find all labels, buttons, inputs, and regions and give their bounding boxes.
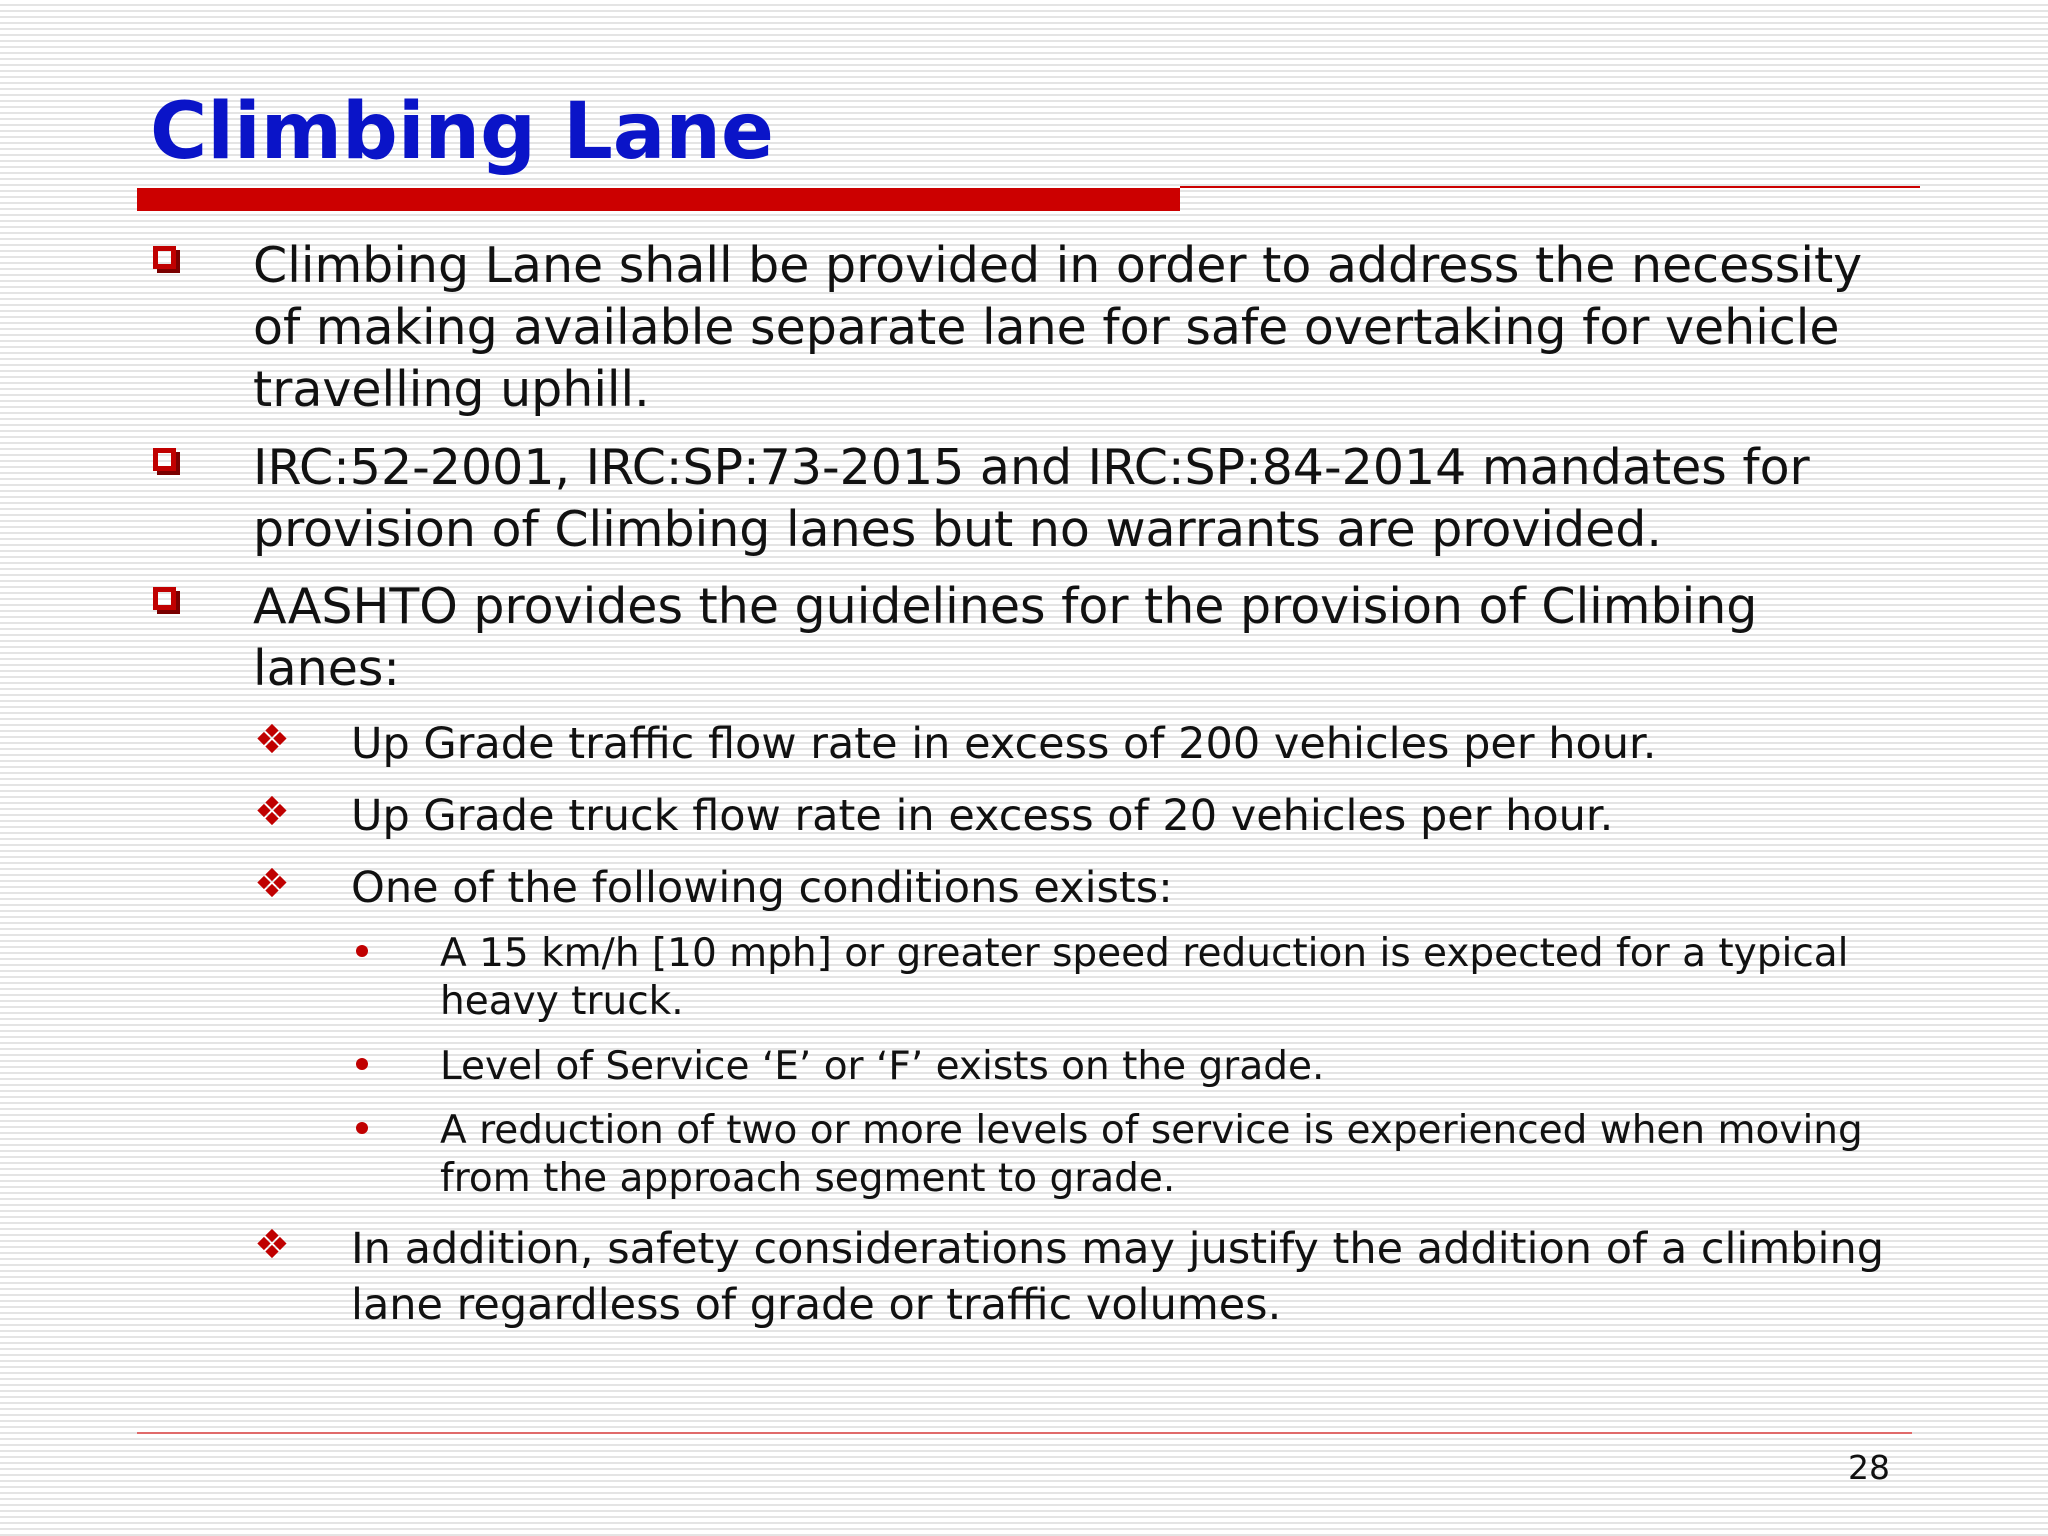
diamond-bullet-icon: ❖ [254,717,290,763]
sub-bullet-text: One of the following conditions exists: [351,863,1173,913]
title-underline-rule [1180,186,1920,188]
condition-text: A 15 km/h [10 mph] or greater speed reduction is expected for a typical heavy truck. [440,931,1849,1024]
bullet-text: Climbing Lane shall be provided in order to address the necessity of making available separate lane for safe overtaking for vehicle travelling uphill. [253,237,1863,418]
dot-bullet-icon [356,945,368,957]
diamond-bullet-icon: ❖ [254,1222,290,1268]
dot-bullet-icon [356,1058,368,1070]
sub-bullet-text: In addition, safety considerations may justify the addition of a climbing lane regardless of grade or traffic volumes. [351,1224,1885,1330]
checkbox-bullet-icon [153,587,176,610]
dot-bullet-icon [356,1122,368,1134]
sub-bullet-text: Up Grade traffic flow rate in excess of 200 vehicles per hour. [351,719,1657,769]
diamond-bullet-icon: ❖ [254,861,290,907]
page-number: 28 [1848,1448,1890,1487]
footer-rule [137,1432,1912,1434]
condition-text: A reduction of two or more levels of service is experienced when moving from the approach segment to grade. [440,1108,1863,1201]
condition-text: Level of Service ‘E’ or ‘F’ exists on the grade. [440,1044,1325,1089]
sub-bullet-text: Up Grade truck flow rate in excess of 20 vehicles per hour. [351,791,1614,841]
checkbox-bullet-icon [153,448,176,471]
bullet-text: IRC:52-2001, IRC:SP:73-2015 and IRC:SP:84-2014 mandates for provision of Climbing lanes but no warrants are provided. [253,439,1810,558]
bullet-text: AASHTO provides the guidelines for the provision of Climbing lanes: [253,578,1758,697]
slide-title: Climbing Lane [150,87,774,177]
title-underline-bar [137,188,1180,211]
diamond-bullet-icon: ❖ [254,789,290,835]
checkbox-bullet-icon [153,246,176,269]
